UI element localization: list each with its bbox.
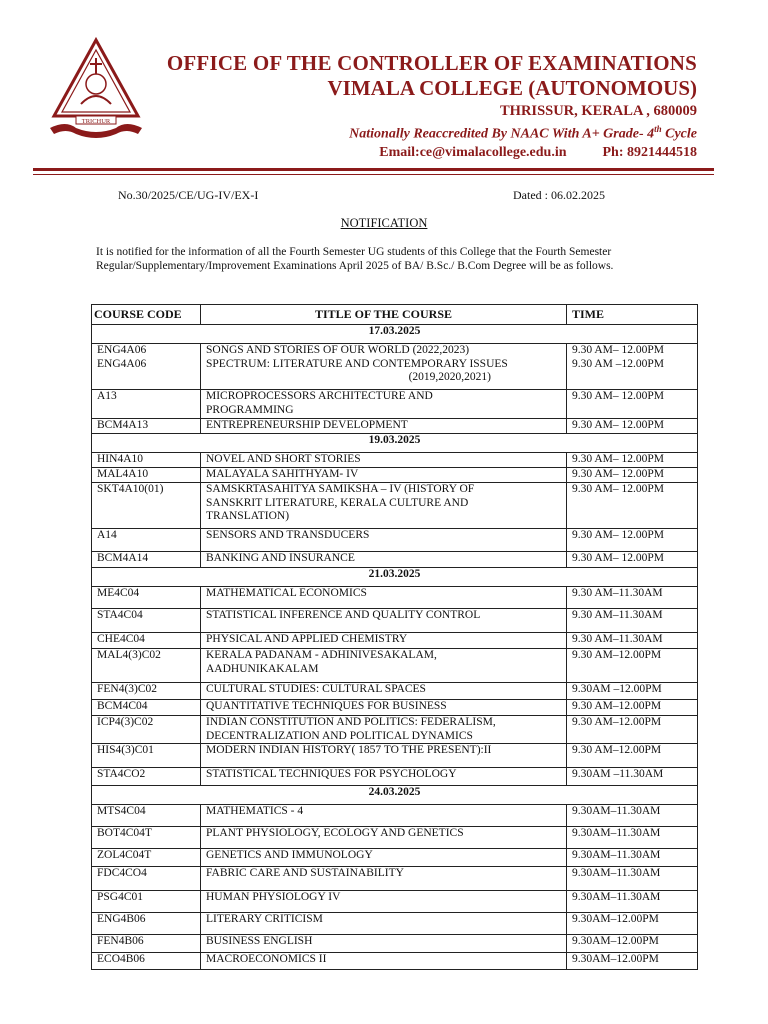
course-title: BUSINESS ENGLISH <box>201 935 567 953</box>
exam-time: 9.30AM–11.30AM <box>567 805 698 827</box>
college-emblem-logo <box>46 36 146 140</box>
exam-date: 17.03.2025 <box>92 325 698 344</box>
table-row <box>92 633 698 649</box>
course-code: SKT4A10(01) <box>92 483 201 529</box>
course-code: FEN4B06 <box>92 935 201 953</box>
date-row <box>92 434 698 453</box>
table-row <box>92 913 698 935</box>
course-title: ENTREPRENEURSHIP DEVELOPMENT <box>201 419 567 434</box>
college-name: VIMALA COLLEGE (AUTONOMOUS) <box>327 76 697 100</box>
exam-time: 9.30AM–11.30AM <box>567 849 698 867</box>
course-code: BOT4C04T <box>92 827 201 849</box>
exam-time: 9.30AM–11.30AM <box>567 891 698 913</box>
accreditation-line: Nationally Reaccredited By NAAC With A+ Grade- 4th Cycle <box>349 124 697 142</box>
table-row <box>92 935 698 953</box>
course-code: ME4C04 <box>92 587 201 609</box>
date-row <box>92 568 698 587</box>
table-row <box>92 344 698 390</box>
dated: Dated : 06.02.2025 <box>513 188 605 202</box>
course-title: KERALA PADANAM - ADHINIVESAKALAM, AADHUNIKAKALAM <box>201 649 567 683</box>
table-row <box>92 419 698 434</box>
course-code: ENG4B06 <box>92 913 201 935</box>
header-time: TIME <box>567 305 698 325</box>
exam-time: 9.30 AM– 12.00PM <box>567 390 698 419</box>
table-row <box>92 529 698 552</box>
table-row <box>92 649 698 683</box>
exam-time: 9.30 AM–11.30AM <box>567 609 698 633</box>
exam-time: 9.30 AM–11.30AM <box>567 633 698 649</box>
table-row <box>92 827 698 849</box>
logo-label: TRICHUR <box>81 118 111 125</box>
table-row <box>92 483 698 529</box>
notification-title: NOTIFICATION <box>340 216 428 230</box>
exam-time: 9.30 AM– 12.00PM <box>567 468 698 483</box>
exam-time: 9.30AM –12.00PM <box>567 683 698 700</box>
course-title: HUMAN PHYSIOLOGY IV <box>201 891 567 913</box>
course-title: GENETICS AND IMMUNOLOGY <box>201 849 567 867</box>
table-row <box>92 552 698 568</box>
intro-paragraph: It is notified for the information of all the Fourth Semester UG students of this College that the Fourth Semester Regular/Supplementary/Improvement Examinations April 2025 of BA/ B.Sc./ B.Com Degree will be as follows. <box>96 246 614 272</box>
exam-time: 9.30AM–11.30AM <box>567 827 698 849</box>
course-code: HIS4(3)C01 <box>92 744 201 768</box>
course-title: MODERN INDIAN HISTORY( 1857 TO THE PRESENT):II <box>201 744 567 768</box>
exam-time: 9.30 AM–12.00PM <box>567 649 698 683</box>
header-course-title: TITLE OF THE COURSE <box>201 305 567 325</box>
exam-time: 9.30AM–12.00PM <box>567 935 698 953</box>
course-title: LITERARY CRITICISM <box>201 913 567 935</box>
course-title: QUANTITATIVE TECHNIQUES FOR BUSINESS <box>201 700 567 716</box>
course-code: STA4C04 <box>92 609 201 633</box>
letterhead <box>167 50 697 162</box>
course-title: SENSORS AND TRANSDUCERS <box>201 529 567 552</box>
table-row <box>92 849 698 867</box>
course-code: HIN4A10 <box>92 453 201 468</box>
course-title: SONGS AND STORIES OF OUR WORLD (2022,2023) SPECTRUM: LITERATURE AND CONTEMPORARY ISSUES (2019,2020,2021) <box>201 344 567 390</box>
course-code: MTS4C04 <box>92 805 201 827</box>
course-code: FDC4CO4 <box>92 867 201 891</box>
course-code: ENG4A06 ENG4A06 <box>92 344 201 390</box>
course-code: A13 <box>92 390 201 419</box>
header-rule <box>33 168 714 171</box>
college-address: THRISSUR, KERALA , 680009 <box>500 103 697 119</box>
table-row <box>92 700 698 716</box>
table-row <box>92 390 698 419</box>
exam-time: 9.30AM –11.30AM <box>567 768 698 786</box>
exam-date: 24.03.2025 <box>92 786 698 805</box>
course-title: BANKING AND INSURANCE <box>201 552 567 568</box>
exam-time: 9.30 AM– 12.00PM <box>567 453 698 468</box>
exam-time: 9.30AM–11.30AM <box>567 867 698 891</box>
exam-time: 9.30 AM–11.30AM <box>567 587 698 609</box>
course-code: BCM4A13 <box>92 419 201 434</box>
exam-time: 9.30 AM–12.00PM <box>567 744 698 768</box>
contact-line <box>167 144 697 162</box>
email-text: Email:ce@vimalacollege.edu.in <box>379 144 567 160</box>
course-code: PSG4C01 <box>92 891 201 913</box>
course-code: MAL4(3)C02 <box>92 649 201 683</box>
exam-time: 9.30 AM– 12.00PM <box>567 529 698 552</box>
table-row <box>92 609 698 633</box>
course-title: CULTURAL STUDIES: CULTURAL SPACES <box>201 683 567 700</box>
course-title: INDIAN CONSTITUTION AND POLITICS: FEDERALISM, DECENTRALIZATION AND POLITICAL DYNAMICS <box>201 716 567 744</box>
course-code: ZOL4C04T <box>92 849 201 867</box>
table-row <box>92 716 698 744</box>
exam-timetable <box>91 304 698 970</box>
exam-time: 9.30AM–12.00PM <box>567 913 698 935</box>
table-row <box>92 587 698 609</box>
phone-text: Ph: 8921444518 <box>602 144 697 160</box>
date-row <box>92 325 698 344</box>
course-title: MACROECONOMICS II <box>201 953 567 970</box>
course-title: MICROPROCESSORS ARCHITECTURE AND PROGRAMMING <box>201 390 567 419</box>
course-title: STATISTICAL INFERENCE AND QUALITY CONTROL <box>201 609 567 633</box>
course-code: ICP4(3)C02 <box>92 716 201 744</box>
table-row <box>92 891 698 913</box>
table-row <box>92 768 698 786</box>
course-code: CHE4C04 <box>92 633 201 649</box>
course-title: PLANT PHYSIOLOGY, ECOLOGY AND GENETICS <box>201 827 567 849</box>
course-title: MATHEMATICS - 4 <box>201 805 567 827</box>
course-code: STA4CO2 <box>92 768 201 786</box>
table-row <box>92 453 698 468</box>
table-row <box>92 744 698 768</box>
course-code: FEN4(3)C02 <box>92 683 201 700</box>
exam-time: 9.30 AM–12.00PM <box>567 700 698 716</box>
course-code: MAL4A10 <box>92 468 201 483</box>
course-title: STATISTICAL TECHNIQUES FOR PSYCHOLOGY <box>201 768 567 786</box>
exam-time: 9.30 AM– 12.00PM <box>567 552 698 568</box>
exam-time: 9.30AM–12.00PM <box>567 953 698 970</box>
table-header-row <box>92 305 698 325</box>
exam-time: 9.30 AM– 12.00PM <box>567 419 698 434</box>
table-row <box>92 867 698 891</box>
course-title: MALAYALA SAHITHYAM- IV <box>201 468 567 483</box>
exam-date: 21.03.2025 <box>92 568 698 587</box>
exam-time: 9.30 AM– 12.00PM <box>567 483 698 529</box>
course-code: ECO4B06 <box>92 953 201 970</box>
exam-time: 9.30 AM– 12.00PM 9.30 AM –12.00PM <box>567 344 698 390</box>
course-title: FABRIC CARE AND SUSTAINABILITY <box>201 867 567 891</box>
course-code: BCM4C04 <box>92 700 201 716</box>
course-title: MATHEMATICAL ECONOMICS <box>201 587 567 609</box>
course-code: BCM4A14 <box>92 552 201 568</box>
course-code: A14 <box>92 529 201 552</box>
office-title: OFFICE OF THE CONTROLLER OF EXAMINATIONS <box>166 51 697 75</box>
date-row <box>92 786 698 805</box>
table-row <box>92 468 698 483</box>
reference-number: No.30/2025/CE/UG-IV/EX-I <box>118 188 259 202</box>
table-row <box>92 805 698 827</box>
exam-time: 9.30 AM–12.00PM <box>567 716 698 744</box>
course-title: NOVEL AND SHORT STORIES <box>201 453 567 468</box>
header-rule-thin <box>33 174 714 175</box>
table-row <box>92 953 698 970</box>
course-title: PHYSICAL AND APPLIED CHEMISTRY <box>201 633 567 649</box>
course-title: SAMSKRTASAHITYA SAMIKSHA – IV (HISTORY OF SANSKRIT LITERATURE, KERALA CULTURE AND TRANSLATION) <box>201 483 567 529</box>
table-row <box>92 683 698 700</box>
exam-date: 19.03.2025 <box>92 434 698 453</box>
header-course-code: COURSE CODE <box>92 305 201 325</box>
